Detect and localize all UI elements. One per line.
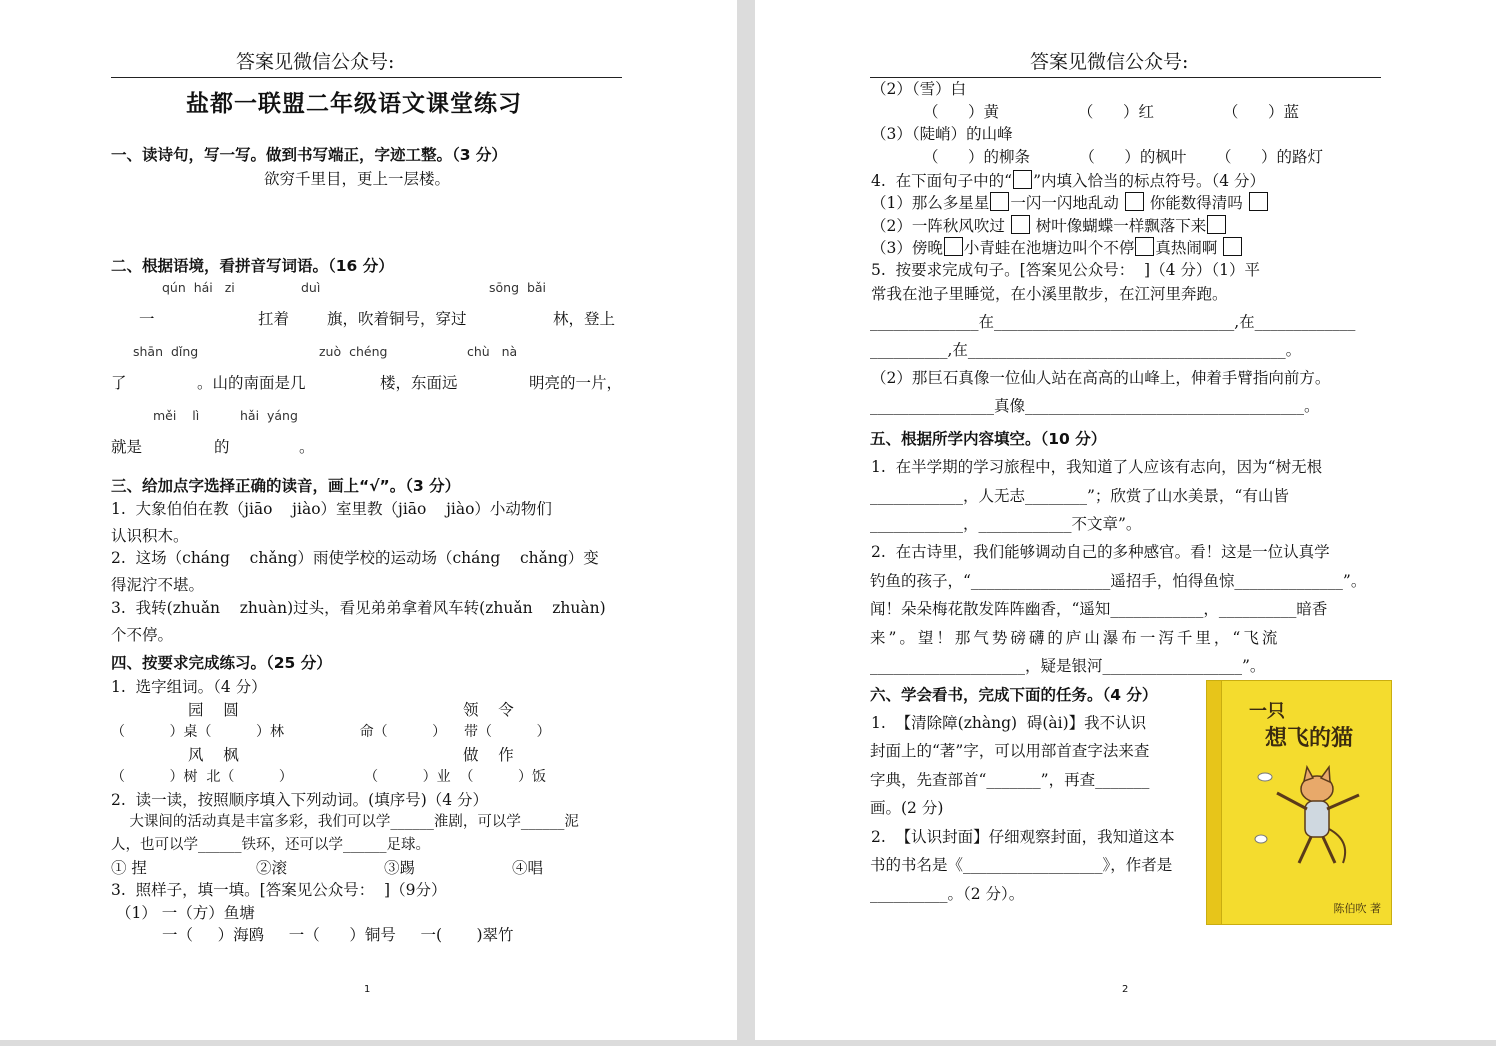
blank-box[interactable] [944,237,963,256]
question-line: 钓鱼的孩子，“__________________遥招手，怕得鱼惊______________”。 [870,572,1367,590]
fill-line: （ ）树 北（ ） （ ）业 （ ）饭 [111,769,547,785]
page-header: 答案见微信公众号: [1030,51,1189,73]
question-line: （2）那巨石真像一位仙人站在高高的山峰上，伸着手臂指向前方。 [871,369,1331,387]
blank-box[interactable] [1207,215,1226,234]
blank-box[interactable] [1249,192,1268,211]
question-line: __________。（2 分）。 [870,885,1025,903]
section-2-heading: 二、根据语境，看拼音写词语。（16 分） [111,257,394,275]
question-line: 来”。望！那气势磅礴的庐山瀑布一泻千里，“飞流 [870,629,1281,647]
question-line: 个不停。 [111,626,174,644]
option: ① 捏 [111,859,147,877]
question-line: 1. 大象伯伯在教（jiāo jiào）室里教（jiāo jiào）小动物们 [111,500,552,518]
section-4-heading: 四、按要求完成练习。（25 分） [111,654,332,672]
book-title-main: 想飞的猫 [1265,726,1354,751]
text: （1）那么多星星 [871,194,990,212]
question-line: 字典，先查部首“_______”，再查_______ [870,771,1150,789]
section-6-heading: 六、学会看书，完成下面的任务。（4 分） [870,686,1158,704]
char-choice: 园 圆 [188,701,239,719]
text: 扛着 [258,310,290,328]
book-title-top: 一只 [1249,701,1285,722]
blank-box[interactable] [1013,170,1032,189]
page-header: 答案见微信公众号: [236,51,395,73]
page-2 [755,0,1496,1040]
question-line: 2. 读一读，按照顺序填入下列动词。(填序号)（4 分） [111,791,489,809]
question-line: 认识积木。 [111,527,189,545]
header-rule [111,77,622,78]
char-choice: 风 枫 [188,746,239,764]
question-line: 大课间的活动真是丰富多彩，我们可以学______淮剧，可以学______泥 [111,814,579,830]
fill-line: （ ）桌（ ）林 命（ ） 带（ ） [111,724,551,740]
section-3-heading: 三、给加点字选择正确的读音，画上“√”。（3 分） [111,477,461,495]
section-1-heading: 一、读诗句，写一写。做到书写端正，字迹工整。（3 分） [111,146,507,164]
pinyin: sōng bǎi [489,280,547,295]
char-choice: 做 作 [463,746,514,764]
blank-box[interactable] [1135,237,1154,256]
pinyin: duì [301,280,321,295]
question-line: 5. 按要求完成句子。[答案见公众号： ]（4 分）（1）平 [871,261,1260,279]
text: （3）傍晚 [871,239,943,257]
page-1 [0,0,737,1040]
question-line: 3. 我转(zhuǎn zhuàn)过头，看见弟弟拿着风车转(zhuǎn zhuàn) [111,599,606,617]
text: 一闪一闪地乱动 [1010,194,1119,212]
question-line: （1） 一（方）鱼塘 [116,904,255,922]
blank-box[interactable] [990,192,1009,211]
text: 树叶像蝴蝶一样飘落下来 [1035,217,1207,235]
header-rule [870,77,1381,78]
question-4 [871,170,1265,191]
text: 真热闹啊 [1155,239,1218,257]
blank-box[interactable] [1011,215,1030,234]
text: 了 [111,374,127,392]
pinyin: hǎi yáng [240,408,298,423]
text: 。 [299,438,315,456]
book-spine [1207,681,1222,924]
section-5-heading: 五、根据所学内容填空。（10 分） [870,430,1107,448]
option: ④唱 [512,859,544,877]
question-line: ____________，人无志________”；欣赏了山水美景，“有山皆 [870,487,1289,505]
page-number: 1 [364,984,371,995]
pinyin: qún hái zi [162,280,235,295]
question-line: 1. 选字组词。（4 分） [111,678,267,696]
question-line: 闻！朵朵梅花散发阵阵幽香，“遥知____________，__________暗香 [870,600,1328,618]
question-line: ____________________，疑是银河__________________”。 [870,657,1266,675]
question-line: （ ）的柳条 （ ）的枫叶 （ ）的路灯 [923,148,1324,166]
page-number: 2 [1122,984,1129,995]
question-line: （ ）黄 （ ）红 （ ）蓝 [923,103,1299,121]
text: 小青蛙在池塘边叫个不停 [963,239,1135,257]
question-line: 画。(2 分) [870,799,944,817]
question-line: （2）（雪）白 [871,80,967,98]
question-line: 得泥泞不堪。 [111,576,205,594]
fill-line: __________,在_________________________________________。 [870,341,1302,359]
question-line: ____________，____________不文章”。 [870,515,1142,533]
book-author: 陈伯吹 著 [1333,902,1381,915]
question-line: 书的书名是《__________________》，作者是 [870,856,1173,874]
pinyin: chù nà [467,344,518,359]
blank-box[interactable] [1223,237,1242,256]
page-title: 盐都一联盟二年级语文课堂练习 [186,91,522,117]
question-4-1 [871,192,1269,213]
text: （2）一阵秋风吹过 [871,217,1005,235]
text: 明亮的一片， [529,374,623,392]
cat-illustration-icon [1247,759,1377,879]
option: ③踢 [384,859,416,877]
question-line: 1. 【清除障(zhàng) 碍(ài)】我不认识 [871,714,1147,732]
question-4-2 [871,215,1227,236]
text: 旗，吹着铜号，穿过 [327,310,467,328]
question-line: 一（ ）海鸥 一（ ）铜号 一( )翠竹 [162,926,514,944]
blank-box[interactable] [1125,192,1144,211]
pinyin: měi lì [153,408,200,423]
pinyin: zuò chéng [319,344,388,359]
option: ②滚 [256,859,288,877]
question-line: 2. 这场（cháng chǎng）雨使学校的运动场（cháng chǎng）变 [111,549,599,567]
question-line: 封面上的“著”字，可以用部首查字法来查 [870,742,1150,760]
question-line: 3. 照样子，填一填。[答案见公众号： ]（9分） [111,881,447,899]
text: ”内填入恰当的标点符号。（4 分） [1033,172,1266,190]
text: 林，登上 [553,310,616,328]
fill-line: ______________在_______________________________,在_____________ [870,313,1356,331]
text: 。山的南面是几 [197,374,306,392]
text: 你能数得清吗 [1149,194,1243,212]
question-line: 人，也可以学______铁环，还可以学______足球。 [111,837,430,853]
question-4-3 [871,237,1243,258]
question-line: 1. 在半学期的学习旅程中，我知道了人应该有志向，因为“树无根 [871,458,1323,476]
question-line: 2. 【认识封面】仔细观察封面，我知道这本 [871,828,1175,846]
text: 楼，东面远 [380,374,458,392]
text: 一 [139,310,155,328]
text: 的 [214,438,230,456]
poem-line: 欲穷千里目，更上一层楼。 [264,170,451,188]
question-line: 2. 在古诗里，我们能够调动自己的多种感官。看！这是一位认真学 [871,543,1330,561]
fill-line: ________________真像____________________________________。 [870,397,1320,415]
question-line: 常我在池子里睡觉，在小溪里散步，在江河里奔跑。 [871,285,1228,303]
pinyin: shān dǐng [133,344,199,359]
text: 4. 在下面句子中的“ [871,172,1013,190]
book-cover-image [1206,680,1392,925]
char-choice: 领 令 [463,701,514,719]
question-line: （3）（陡峭）的山峰 [871,125,1013,143]
text: 就是 [111,438,143,456]
